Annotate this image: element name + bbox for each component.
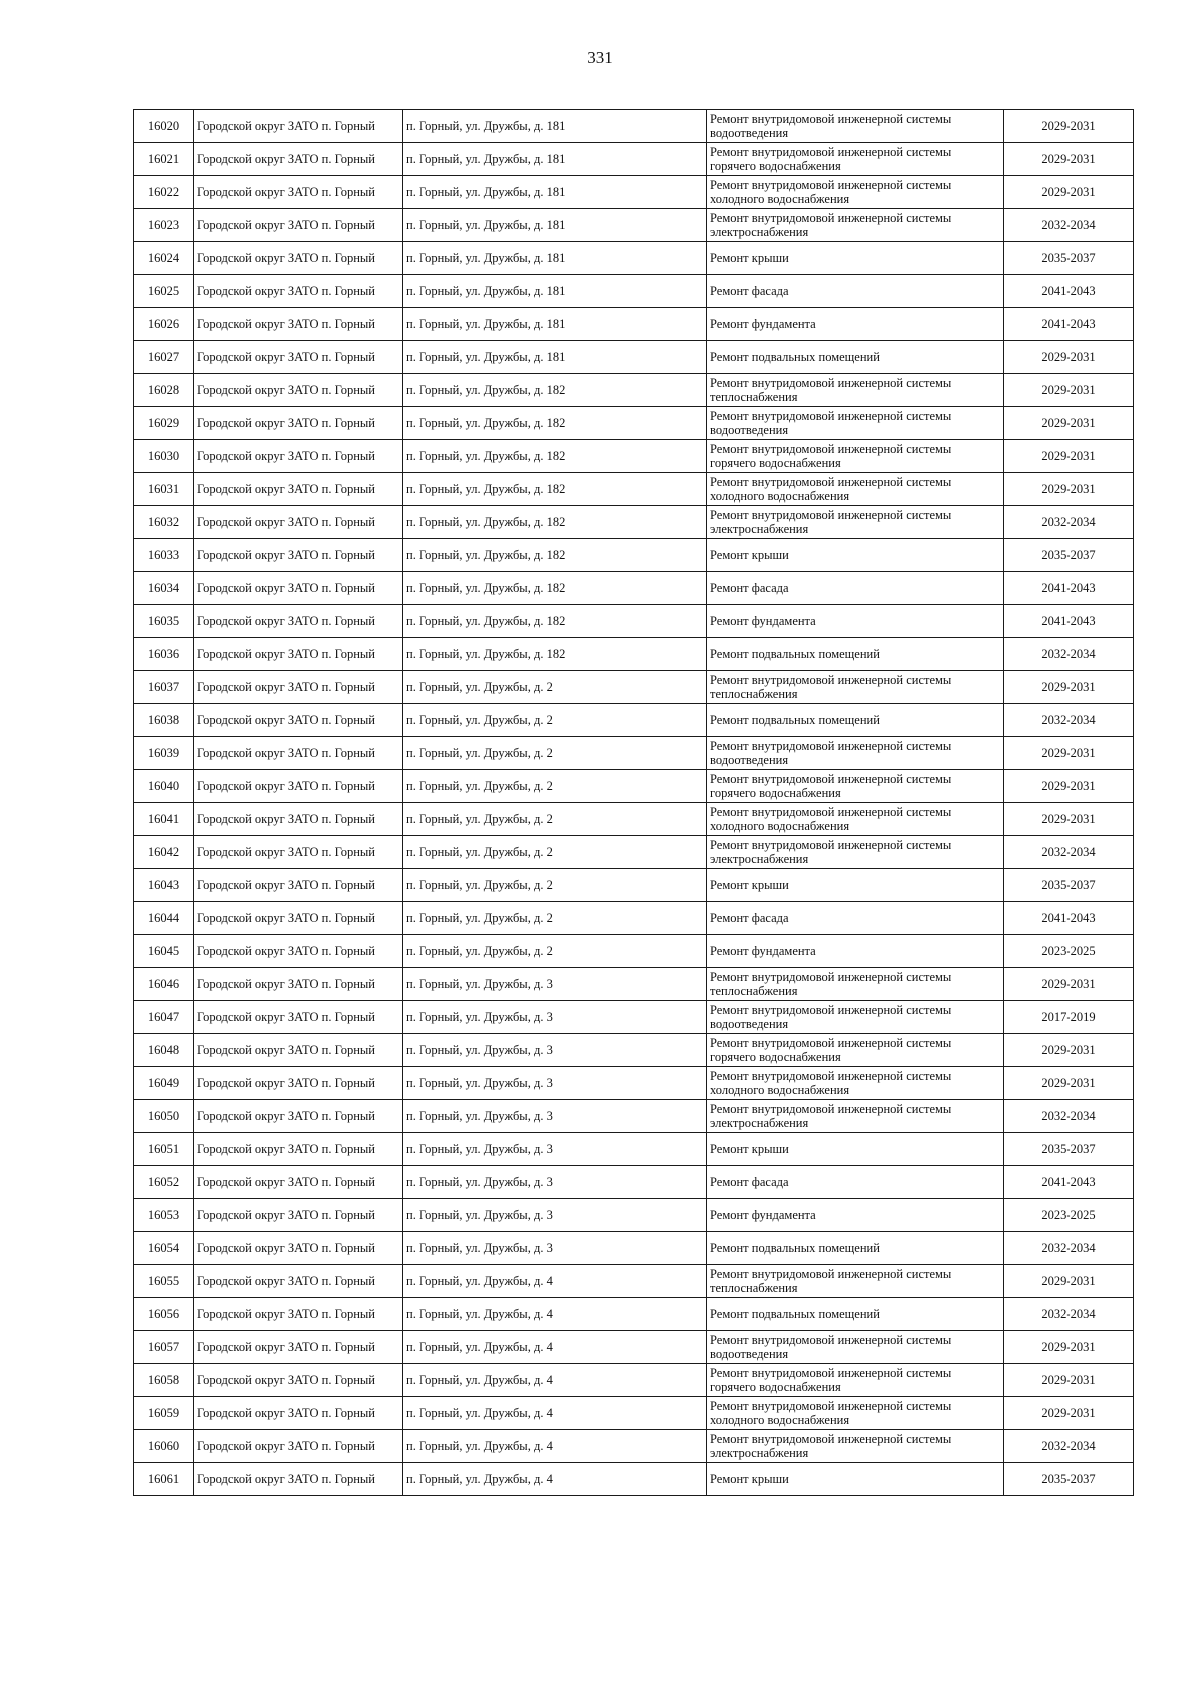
district-cell: Городской округ ЗАТО п. Горный: [194, 506, 403, 539]
record-number-cell: 16043: [134, 869, 194, 902]
district-cell: Городской округ ЗАТО п. Горный: [194, 572, 403, 605]
record-number-cell: 16052: [134, 1166, 194, 1199]
record-number-cell: 16050: [134, 1100, 194, 1133]
period-cell: 2029-2031: [1004, 440, 1134, 473]
record-number-cell: 16031: [134, 473, 194, 506]
table-row: [134, 176, 1134, 209]
table-row: [134, 143, 1134, 176]
table-row: [134, 671, 1134, 704]
record-number-cell: 16053: [134, 1199, 194, 1232]
address-cell: п. Горный, ул. Дружбы, д. 181: [403, 110, 707, 143]
work-type-cell: Ремонт внутридомовой инженерной системы горячего водоснабжения: [707, 770, 1004, 803]
record-number-cell: 16030: [134, 440, 194, 473]
table-row: [134, 1067, 1134, 1100]
table-row: [134, 704, 1134, 737]
work-type-cell: Ремонт крыши: [707, 869, 1004, 902]
table-row: [134, 737, 1134, 770]
record-number-cell: 16060: [134, 1430, 194, 1463]
address-cell: п. Горный, ул. Дружбы, д. 4: [403, 1331, 707, 1364]
address-cell: п. Горный, ул. Дружбы, д. 182: [403, 638, 707, 671]
work-type-cell: Ремонт фасада: [707, 902, 1004, 935]
work-type-cell: Ремонт фасада: [707, 572, 1004, 605]
work-type-cell: Ремонт подвальных помещений: [707, 1298, 1004, 1331]
work-type-cell: Ремонт внутридомовой инженерной системы горячего водоснабжения: [707, 440, 1004, 473]
address-cell: п. Горный, ул. Дружбы, д. 3: [403, 1232, 707, 1265]
work-type-cell: Ремонт внутридомовой инженерной системы теплоснабжения: [707, 671, 1004, 704]
period-cell: 2041-2043: [1004, 308, 1134, 341]
table-row: [134, 242, 1134, 275]
table-row: [134, 968, 1134, 1001]
district-cell: Городской округ ЗАТО п. Горный: [194, 803, 403, 836]
table-row: [134, 803, 1134, 836]
address-cell: п. Горный, ул. Дружбы, д. 2: [403, 803, 707, 836]
record-number-cell: 16040: [134, 770, 194, 803]
table-row: [134, 1331, 1134, 1364]
table-row: [134, 572, 1134, 605]
address-cell: п. Горный, ул. Дружбы, д. 2: [403, 770, 707, 803]
district-cell: Городской округ ЗАТО п. Горный: [194, 671, 403, 704]
period-cell: 2032-2034: [1004, 1100, 1134, 1133]
work-type-cell: Ремонт внутридомовой инженерной системы теплоснабжения: [707, 968, 1004, 1001]
district-cell: Городской округ ЗАТО п. Горный: [194, 275, 403, 308]
district-cell: Городской округ ЗАТО п. Горный: [194, 407, 403, 440]
address-cell: п. Горный, ул. Дружбы, д. 4: [403, 1364, 707, 1397]
table-row: [134, 308, 1134, 341]
work-type-cell: Ремонт фундамента: [707, 605, 1004, 638]
address-cell: п. Горный, ул. Дружбы, д. 181: [403, 275, 707, 308]
period-cell: 2029-2031: [1004, 1397, 1134, 1430]
table-row: [134, 209, 1134, 242]
record-number-cell: 16059: [134, 1397, 194, 1430]
district-cell: Городской округ ЗАТО п. Горный: [194, 935, 403, 968]
record-number-cell: 16020: [134, 110, 194, 143]
work-type-cell: Ремонт крыши: [707, 1463, 1004, 1496]
table-row: [134, 440, 1134, 473]
address-cell: п. Горный, ул. Дружбы, д. 182: [403, 506, 707, 539]
district-cell: Городской округ ЗАТО п. Горный: [194, 1166, 403, 1199]
period-cell: 2035-2037: [1004, 1133, 1134, 1166]
work-type-cell: Ремонт внутридомовой инженерной системы горячего водоснабжения: [707, 1034, 1004, 1067]
page-number: 331: [587, 48, 613, 67]
district-cell: Городской округ ЗАТО п. Горный: [194, 242, 403, 275]
table-row: [134, 1430, 1134, 1463]
table-row: [134, 1001, 1134, 1034]
table-row: [134, 1133, 1134, 1166]
table-row: [134, 1199, 1134, 1232]
period-cell: 2035-2037: [1004, 242, 1134, 275]
table-row: [134, 1166, 1134, 1199]
district-cell: Городской округ ЗАТО п. Горный: [194, 1298, 403, 1331]
record-number-cell: 16057: [134, 1331, 194, 1364]
record-number-cell: 16041: [134, 803, 194, 836]
record-number-cell: 16049: [134, 1067, 194, 1100]
address-cell: п. Горный, ул. Дружбы, д. 2: [403, 671, 707, 704]
address-cell: п. Горный, ул. Дружбы, д. 3: [403, 1067, 707, 1100]
period-cell: 2029-2031: [1004, 1331, 1134, 1364]
period-cell: 2029-2031: [1004, 176, 1134, 209]
record-number-cell: 16035: [134, 605, 194, 638]
period-cell: 2032-2034: [1004, 836, 1134, 869]
district-cell: Городской округ ЗАТО п. Горный: [194, 440, 403, 473]
address-cell: п. Горный, ул. Дружбы, д. 2: [403, 737, 707, 770]
record-number-cell: 16047: [134, 1001, 194, 1034]
work-type-cell: Ремонт фасада: [707, 1166, 1004, 1199]
period-cell: 2029-2031: [1004, 407, 1134, 440]
work-type-cell: Ремонт внутридомовой инженерной системы холодного водоснабжения: [707, 473, 1004, 506]
district-cell: Городской округ ЗАТО п. Горный: [194, 473, 403, 506]
address-cell: п. Горный, ул. Дружбы, д. 182: [403, 605, 707, 638]
address-cell: п. Горный, ул. Дружбы, д. 3: [403, 968, 707, 1001]
address-cell: п. Горный, ул. Дружбы, д. 182: [403, 572, 707, 605]
district-cell: Городской округ ЗАТО п. Горный: [194, 1364, 403, 1397]
table-row: [134, 605, 1134, 638]
address-cell: п. Горный, ул. Дружбы, д. 3: [403, 1100, 707, 1133]
work-type-cell: Ремонт внутридомовой инженерной системы электроснабжения: [707, 506, 1004, 539]
work-type-cell: Ремонт внутридомовой инженерной системы горячего водоснабжения: [707, 143, 1004, 176]
district-cell: Городской округ ЗАТО п. Горный: [194, 1199, 403, 1232]
work-type-cell: Ремонт внутридомовой инженерной системы холодного водоснабжения: [707, 803, 1004, 836]
period-cell: 2029-2031: [1004, 341, 1134, 374]
record-number-cell: 16021: [134, 143, 194, 176]
period-cell: 2032-2034: [1004, 704, 1134, 737]
address-cell: п. Горный, ул. Дружбы, д. 181: [403, 341, 707, 374]
record-number-cell: 16058: [134, 1364, 194, 1397]
address-cell: п. Горный, ул. Дружбы, д. 181: [403, 308, 707, 341]
work-type-cell: Ремонт фундамента: [707, 308, 1004, 341]
address-cell: п. Горный, ул. Дружбы, д. 4: [403, 1397, 707, 1430]
record-number-cell: 16032: [134, 506, 194, 539]
district-cell: Городской округ ЗАТО п. Горный: [194, 704, 403, 737]
record-number-cell: 16027: [134, 341, 194, 374]
record-number-cell: 16054: [134, 1232, 194, 1265]
period-cell: 2032-2034: [1004, 506, 1134, 539]
district-cell: Городской округ ЗАТО п. Горный: [194, 1133, 403, 1166]
district-cell: Городской округ ЗАТО п. Горный: [194, 737, 403, 770]
address-cell: п. Горный, ул. Дружбы, д. 182: [403, 407, 707, 440]
district-cell: Городской округ ЗАТО п. Горный: [194, 968, 403, 1001]
period-cell: 2041-2043: [1004, 902, 1134, 935]
period-cell: 2035-2037: [1004, 1463, 1134, 1496]
work-type-cell: Ремонт внутридомовой инженерной системы холодного водоснабжения: [707, 1397, 1004, 1430]
table-row: [134, 935, 1134, 968]
period-cell: 2029-2031: [1004, 374, 1134, 407]
record-number-cell: 16045: [134, 935, 194, 968]
period-cell: 2029-2031: [1004, 110, 1134, 143]
work-type-cell: Ремонт внутридомовой инженерной системы электроснабжения: [707, 836, 1004, 869]
district-cell: Городской округ ЗАТО п. Горный: [194, 1463, 403, 1496]
table-row: [134, 407, 1134, 440]
work-type-cell: Ремонт внутридомовой инженерной системы горячего водоснабжения: [707, 1364, 1004, 1397]
record-number-cell: 16037: [134, 671, 194, 704]
address-cell: п. Горный, ул. Дружбы, д. 3: [403, 1166, 707, 1199]
work-type-cell: Ремонт внутридомовой инженерной системы электроснабжения: [707, 1100, 1004, 1133]
district-cell: Городской округ ЗАТО п. Горный: [194, 1232, 403, 1265]
address-cell: п. Горный, ул. Дружбы, д. 2: [403, 836, 707, 869]
record-number-cell: 16026: [134, 308, 194, 341]
period-cell: 2023-2025: [1004, 935, 1134, 968]
table-row: [134, 374, 1134, 407]
period-cell: 2032-2034: [1004, 1232, 1134, 1265]
record-number-cell: 16042: [134, 836, 194, 869]
period-cell: 2041-2043: [1004, 605, 1134, 638]
period-cell: 2029-2031: [1004, 1265, 1134, 1298]
address-cell: п. Горный, ул. Дружбы, д. 2: [403, 935, 707, 968]
table-row: [134, 110, 1134, 143]
table-row: [134, 1364, 1134, 1397]
period-cell: 2029-2031: [1004, 1067, 1134, 1100]
district-cell: Городской округ ЗАТО п. Горный: [194, 341, 403, 374]
table-row: [134, 638, 1134, 671]
period-cell: 2041-2043: [1004, 572, 1134, 605]
address-cell: п. Горный, ул. Дружбы, д. 181: [403, 209, 707, 242]
district-cell: Городской округ ЗАТО п. Горный: [194, 308, 403, 341]
work-type-cell: Ремонт подвальных помещений: [707, 1232, 1004, 1265]
district-cell: Городской округ ЗАТО п. Горный: [194, 1100, 403, 1133]
work-type-cell: Ремонт фундамента: [707, 935, 1004, 968]
record-number-cell: 16029: [134, 407, 194, 440]
address-cell: п. Горный, ул. Дружбы, д. 182: [403, 539, 707, 572]
period-cell: 2032-2034: [1004, 1298, 1134, 1331]
table-row: [134, 1232, 1134, 1265]
period-cell: 2023-2025: [1004, 1199, 1134, 1232]
period-cell: 2032-2034: [1004, 1430, 1134, 1463]
period-cell: 2035-2037: [1004, 869, 1134, 902]
period-cell: 2017-2019: [1004, 1001, 1134, 1034]
record-number-cell: 16056: [134, 1298, 194, 1331]
work-type-cell: Ремонт подвальных помещений: [707, 341, 1004, 374]
record-number-cell: 16033: [134, 539, 194, 572]
record-number-cell: 16022: [134, 176, 194, 209]
work-type-cell: Ремонт внутридомовой инженерной системы электроснабжения: [707, 209, 1004, 242]
address-cell: п. Горный, ул. Дружбы, д. 182: [403, 374, 707, 407]
district-cell: Городской округ ЗАТО п. Горный: [194, 143, 403, 176]
repair-schedule-table: [133, 109, 1134, 1496]
work-type-cell: Ремонт внутридомовой инженерной системы водоотведения: [707, 737, 1004, 770]
district-cell: Городской округ ЗАТО п. Горный: [194, 110, 403, 143]
district-cell: Городской округ ЗАТО п. Горный: [194, 770, 403, 803]
period-cell: 2029-2031: [1004, 737, 1134, 770]
work-type-cell: Ремонт фундамента: [707, 1199, 1004, 1232]
district-cell: Городской округ ЗАТО п. Горный: [194, 638, 403, 671]
table-row: [134, 1034, 1134, 1067]
work-type-cell: Ремонт внутридомовой инженерной системы водоотведения: [707, 110, 1004, 143]
period-cell: 2029-2031: [1004, 1364, 1134, 1397]
work-type-cell: Ремонт внутридомовой инженерной системы водоотведения: [707, 1001, 1004, 1034]
address-cell: п. Горный, ул. Дружбы, д. 3: [403, 1034, 707, 1067]
period-cell: 2029-2031: [1004, 968, 1134, 1001]
record-number-cell: 16051: [134, 1133, 194, 1166]
record-number-cell: 16023: [134, 209, 194, 242]
table-row: [134, 1100, 1134, 1133]
record-number-cell: 16044: [134, 902, 194, 935]
work-type-cell: Ремонт внутридомовой инженерной системы теплоснабжения: [707, 374, 1004, 407]
work-type-cell: Ремонт крыши: [707, 539, 1004, 572]
address-cell: п. Горный, ул. Дружбы, д. 2: [403, 704, 707, 737]
district-cell: Городской округ ЗАТО п. Горный: [194, 209, 403, 242]
district-cell: Городской округ ЗАТО п. Горный: [194, 1331, 403, 1364]
work-type-cell: Ремонт внутридомовой инженерной системы холодного водоснабжения: [707, 1067, 1004, 1100]
address-cell: п. Горный, ул. Дружбы, д. 4: [403, 1463, 707, 1496]
district-cell: Городской округ ЗАТО п. Горный: [194, 902, 403, 935]
address-cell: п. Горный, ул. Дружбы, д. 181: [403, 176, 707, 209]
work-type-cell: Ремонт внутридомовой инженерной системы водоотведения: [707, 1331, 1004, 1364]
address-cell: п. Горный, ул. Дружбы, д. 182: [403, 473, 707, 506]
work-type-cell: Ремонт внутридомовой инженерной системы холодного водоснабжения: [707, 176, 1004, 209]
table-row: [134, 902, 1134, 935]
table-row: [134, 836, 1134, 869]
table-row: [134, 1397, 1134, 1430]
table-row: [134, 539, 1134, 572]
district-cell: Городской округ ЗАТО п. Горный: [194, 176, 403, 209]
record-number-cell: 16046: [134, 968, 194, 1001]
district-cell: Городской округ ЗАТО п. Горный: [194, 1067, 403, 1100]
period-cell: 2029-2031: [1004, 803, 1134, 836]
record-number-cell: 16028: [134, 374, 194, 407]
work-type-cell: Ремонт внутридомовой инженерной системы водоотведения: [707, 407, 1004, 440]
record-number-cell: 16034: [134, 572, 194, 605]
district-cell: Городской округ ЗАТО п. Горный: [194, 539, 403, 572]
work-type-cell: Ремонт фасада: [707, 275, 1004, 308]
period-cell: 2032-2034: [1004, 638, 1134, 671]
work-type-cell: Ремонт крыши: [707, 1133, 1004, 1166]
table-row: [134, 1463, 1134, 1496]
period-cell: 2029-2031: [1004, 473, 1134, 506]
table-row: [134, 869, 1134, 902]
work-type-cell: Ремонт внутридомовой инженерной системы теплоснабжения: [707, 1265, 1004, 1298]
record-number-cell: 16061: [134, 1463, 194, 1496]
district-cell: Городской округ ЗАТО п. Горный: [194, 1430, 403, 1463]
address-cell: п. Горный, ул. Дружбы, д. 181: [403, 143, 707, 176]
work-type-cell: Ремонт внутридомовой инженерной системы электроснабжения: [707, 1430, 1004, 1463]
period-cell: 2029-2031: [1004, 770, 1134, 803]
work-type-cell: Ремонт подвальных помещений: [707, 638, 1004, 671]
period-cell: 2041-2043: [1004, 1166, 1134, 1199]
period-cell: 2029-2031: [1004, 1034, 1134, 1067]
district-cell: Городской округ ЗАТО п. Горный: [194, 1397, 403, 1430]
table-row: [134, 1298, 1134, 1331]
district-cell: Городской округ ЗАТО п. Горный: [194, 1265, 403, 1298]
address-cell: п. Горный, ул. Дружбы, д. 3: [403, 1001, 707, 1034]
district-cell: Городской округ ЗАТО п. Горный: [194, 374, 403, 407]
district-cell: Городской округ ЗАТО п. Горный: [194, 1034, 403, 1067]
district-cell: Городской округ ЗАТО п. Горный: [194, 605, 403, 638]
table-row: [134, 1265, 1134, 1298]
district-cell: Городской округ ЗАТО п. Горный: [194, 869, 403, 902]
table-body: [134, 110, 1134, 1496]
record-number-cell: 16055: [134, 1265, 194, 1298]
table-row: [134, 770, 1134, 803]
district-cell: Городской округ ЗАТО п. Горный: [194, 1001, 403, 1034]
record-number-cell: 16039: [134, 737, 194, 770]
table-row: [134, 473, 1134, 506]
table-row: [134, 506, 1134, 539]
address-cell: п. Горный, ул. Дружбы, д. 3: [403, 1199, 707, 1232]
table-row: [134, 341, 1134, 374]
table-row: [134, 275, 1134, 308]
address-cell: п. Горный, ул. Дружбы, д. 3: [403, 1133, 707, 1166]
district-cell: Городской округ ЗАТО п. Горный: [194, 836, 403, 869]
period-cell: 2029-2031: [1004, 671, 1134, 704]
work-type-cell: Ремонт крыши: [707, 242, 1004, 275]
record-number-cell: 16036: [134, 638, 194, 671]
work-type-cell: Ремонт подвальных помещений: [707, 704, 1004, 737]
address-cell: п. Горный, ул. Дружбы, д. 181: [403, 242, 707, 275]
address-cell: п. Горный, ул. Дружбы, д. 4: [403, 1430, 707, 1463]
period-cell: 2041-2043: [1004, 275, 1134, 308]
address-cell: п. Горный, ул. Дружбы, д. 2: [403, 902, 707, 935]
period-cell: 2029-2031: [1004, 143, 1134, 176]
address-cell: п. Горный, ул. Дружбы, д. 4: [403, 1298, 707, 1331]
address-cell: п. Горный, ул. Дружбы, д. 2: [403, 869, 707, 902]
record-number-cell: 16038: [134, 704, 194, 737]
record-number-cell: 16024: [134, 242, 194, 275]
record-number-cell: 16025: [134, 275, 194, 308]
period-cell: 2032-2034: [1004, 209, 1134, 242]
address-cell: п. Горный, ул. Дружбы, д. 182: [403, 440, 707, 473]
record-number-cell: 16048: [134, 1034, 194, 1067]
period-cell: 2035-2037: [1004, 539, 1134, 572]
address-cell: п. Горный, ул. Дружбы, д. 4: [403, 1265, 707, 1298]
